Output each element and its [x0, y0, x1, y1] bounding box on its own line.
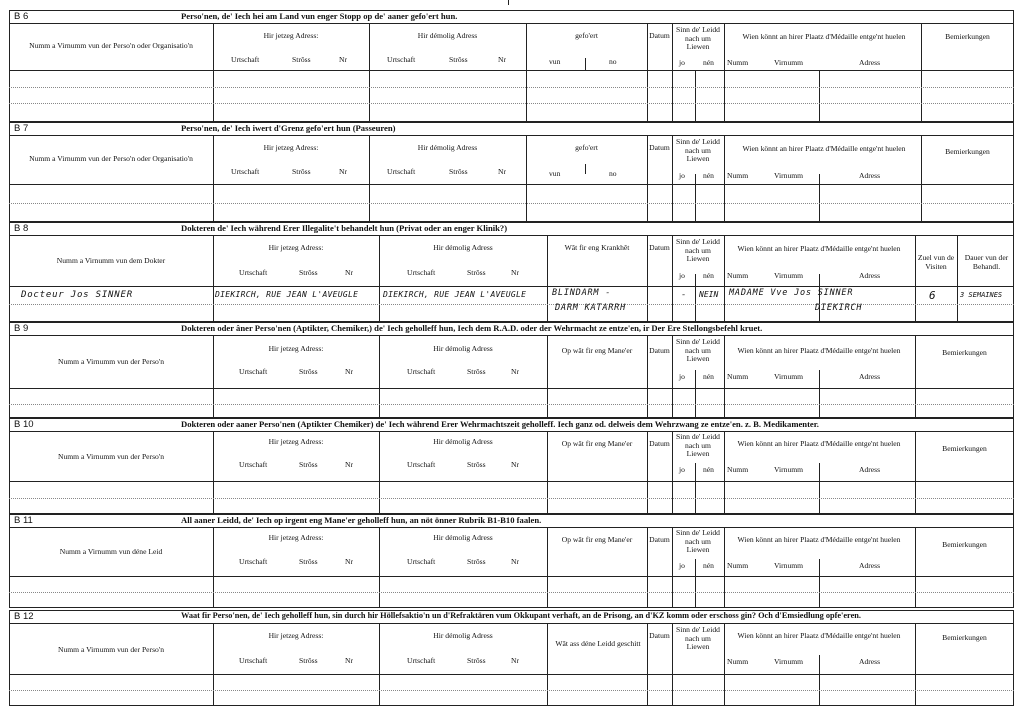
- col-name-header: Numm a Virnumm vun der Perso'n oder Organisatio'n: [29, 41, 193, 50]
- col-remarks: Bemierkungen: [945, 32, 990, 41]
- sub-nr: Nr: [511, 268, 520, 277]
- col-current-address: Hir jetzeg Adress:: [268, 344, 324, 353]
- sub-nr: Nr: [498, 55, 507, 64]
- sub-nr: Nr: [511, 656, 520, 665]
- section-b7: [9, 122, 1014, 222]
- sub-strooss: Strôss: [299, 460, 318, 469]
- sub-virnumm: Virnumm: [774, 372, 804, 381]
- sub-nr: Nr: [339, 55, 348, 64]
- col-current-address: Hir jetzeg Adress:: [263, 31, 319, 40]
- sub-urtschaft: Urtschaft: [239, 656, 268, 665]
- col-remarks: Bemierkungen: [945, 147, 990, 156]
- sub-numm: Numm: [727, 657, 749, 666]
- col-datum: Datum: [649, 143, 670, 152]
- col-alive: Sinn de' Leidd nach um Liewen: [676, 432, 720, 458]
- section-code: B 6: [14, 11, 29, 22]
- col-former-address: Hir démolig Adress: [433, 437, 493, 446]
- sub-nr: Nr: [345, 656, 354, 665]
- sub-virnumm: Virnumm: [774, 58, 804, 67]
- sub-to: no: [609, 57, 617, 66]
- col-former-address: Hir démolig Adress: [433, 631, 493, 640]
- col-remarks: Bemierkungen: [942, 633, 987, 642]
- sub-no: nén: [703, 171, 714, 180]
- col-route: gefo'ert: [575, 31, 598, 40]
- sub-adress: Adress: [859, 372, 881, 381]
- sub-urtschaft: Urtschaft: [407, 367, 436, 376]
- sub-nr: Nr: [345, 557, 354, 566]
- col-datum: Datum: [649, 243, 670, 252]
- sub-urtschaft: Urtschaft: [407, 460, 436, 469]
- col-how: Op wât fir eng Mane'er: [561, 535, 633, 544]
- sub-nr: Nr: [498, 167, 507, 176]
- col-former-address: Hir démolig Adress: [417, 143, 478, 152]
- col-remarks: Bemierkungen: [942, 540, 987, 549]
- col-how: Op wât fir eng Mane'er: [561, 346, 633, 355]
- col-former-address: Hir démolig Adress: [433, 344, 493, 353]
- sub-yes: jo: [679, 561, 685, 570]
- col-name-header: Numm a Virnumm vun der Perso'n oder Organisatio'n: [29, 154, 193, 163]
- col-former-address: Hir démolig Adress: [417, 31, 478, 40]
- section-b9: [9, 322, 1014, 418]
- col-route: gefo'ert: [575, 143, 598, 152]
- section-code: B 9: [14, 323, 29, 334]
- sub-strooss: Strôss: [449, 167, 468, 176]
- entry-former-address: DIEKIRCH, RUE JEAN L'AVEUGLE: [383, 290, 527, 299]
- sub-numm: Numm: [727, 561, 749, 570]
- sub-urtschaft: Urtschaft: [407, 656, 436, 665]
- sub-adress: Adress: [859, 561, 881, 570]
- sub-urtschaft: Urtschaft: [239, 268, 268, 277]
- sub-strooss: Strôss: [467, 557, 486, 566]
- sub-strooss: Strôss: [467, 268, 486, 277]
- entry-illness-line1: BLINDARM -: [552, 288, 612, 298]
- col-remarks: Bemierkungen: [942, 444, 987, 453]
- sub-urtschaft: Urtschaft: [407, 268, 436, 277]
- sub-nr: Nr: [345, 460, 354, 469]
- sub-strooss: Strôss: [292, 167, 311, 176]
- sub-no: nén: [703, 58, 714, 67]
- sub-nr: Nr: [511, 557, 520, 566]
- entry-medal-name: MADAME Vve Jos SINNER: [729, 288, 854, 298]
- col-remarks: Bemierkungen: [942, 348, 987, 357]
- section-title: Dokteren de' Iech während Erer Illegalite't behandelt hun (Privat oder an enger Klinik?): [181, 223, 508, 233]
- entry-duration: 3 SEMAINES: [960, 291, 1003, 299]
- col-datum: Datum: [649, 631, 670, 640]
- sub-strooss: Strôss: [467, 367, 486, 376]
- sub-numm: Numm: [727, 171, 749, 180]
- sub-nr: Nr: [511, 367, 520, 376]
- sub-no: nén: [703, 561, 714, 570]
- col-current-address: Hir jetzeg Adress:: [268, 437, 324, 446]
- section-title: Waat fir Perso'nen, de' Iech geholleff hun, sin durch hir Höllefsaktio'n un d'Refraktären vum Okkupant verhaft, an de Prisong, an d'KZ komm oder erschoss gin? Och d'Emsiedlung opfe'eren.: [181, 611, 861, 620]
- sub-yes: jo: [679, 465, 685, 474]
- col-current-address: Hir jetzeg Adress:: [268, 243, 324, 252]
- col-medal: Wien könnt an hirer Plaatz d'Médaille entge'nt huelen: [737, 244, 901, 253]
- col-former-address: Hir démolig Adress: [433, 243, 493, 252]
- sub-adress: Adress: [859, 58, 881, 67]
- entry-alive-no: NEIN: [699, 290, 719, 299]
- sub-yes: jo: [679, 171, 685, 180]
- sub-nr: Nr: [345, 268, 354, 277]
- sub-strooss: Strôss: [467, 656, 486, 665]
- section-b10: [9, 418, 1014, 514]
- sub-no: nén: [703, 271, 714, 280]
- sub-yes: jo: [679, 372, 685, 381]
- col-doctor-name: Numm a Virnumm vun dem Dokter: [56, 256, 166, 265]
- sub-no: nén: [703, 372, 714, 381]
- col-duration: Dauer vun der Behandl.: [964, 253, 1009, 271]
- sub-strooss: Strôss: [299, 656, 318, 665]
- entry-visits: 6: [929, 289, 937, 302]
- col-alive: Sinn de' Leidd nach um Liewen: [676, 337, 720, 363]
- section-title: Perso'nen, de' Iech iwert d'Grenz gefo'ert hun (Passeuren): [181, 123, 396, 133]
- sub-strooss: Strôss: [299, 557, 318, 566]
- section-title: Perso'nen, de' Iech hei am Land vun enger Stopp op de' aaner gefo'ert hun.: [181, 11, 458, 21]
- section-code: B 11: [14, 515, 33, 526]
- sub-strooss: Strôss: [292, 55, 311, 64]
- col-what-happened: Wât ass déne Leidd geschitt: [555, 639, 641, 648]
- section-title: Dokteren oder âner Perso'nen (Aptikter, Chemiker,) de' Iech geholleff hun, Iech dem R.A.D. oder der Wehrmacht ze entze'en, ir Der Ere Stellongsbefehl kruet.: [181, 323, 763, 333]
- sub-strooss: Strôss: [449, 55, 468, 64]
- sub-virnumm: Virnumm: [774, 271, 804, 280]
- sub-adress: Adress: [859, 271, 881, 280]
- col-medal: Wien könnt an hirer Plaatz d'Médaille entge'nt huelen: [737, 631, 901, 640]
- sub-yes: jo: [679, 271, 685, 280]
- sub-virnumm: Virnumm: [774, 171, 804, 180]
- col-current-address: Hir jetzeg Adress:: [268, 631, 324, 640]
- col-name-header: Numm a Virnumm vun der Perso'n: [57, 357, 165, 366]
- entry-illness-line2: DARM KATARRH: [555, 303, 627, 313]
- sub-virnumm: Virnumm: [774, 657, 804, 666]
- section-code: B 10: [14, 419, 34, 430]
- top-tick-mark: [508, 0, 509, 5]
- sub-to: no: [609, 169, 617, 178]
- entry-alive-yes: -: [681, 290, 688, 300]
- sub-urtschaft: Urtschaft: [239, 367, 268, 376]
- section-b11: [9, 514, 1014, 608]
- sub-adress: Adress: [859, 465, 881, 474]
- col-former-address: Hir démolig Adress: [433, 533, 493, 542]
- sub-strooss: Strôss: [299, 268, 318, 277]
- entry-medal-address: DIEKIRCH: [815, 303, 863, 313]
- sub-numm: Numm: [727, 465, 749, 474]
- section-b12: [9, 610, 1014, 706]
- col-datum: Datum: [649, 535, 670, 544]
- sub-strooss: Strôss: [299, 367, 318, 376]
- col-name-header: Numm a Virnumm vun der Perso'n: [57, 452, 165, 461]
- col-name-header: Numm a Virnumm vun der Perso'n: [57, 645, 165, 654]
- sub-numm: Numm: [727, 58, 749, 67]
- col-name-header: Numm a Virnumm vun déne Leid: [59, 547, 163, 556]
- sub-urtschaft: Urtschaft: [407, 557, 436, 566]
- col-alive: Sinn de' Leidd nach um Liewen: [676, 237, 720, 263]
- col-current-address: Hir jetzeg Adress:: [268, 533, 324, 542]
- col-alive: Sinn de' Leidd nach um Liewen: [676, 625, 720, 651]
- section-code: B 12: [14, 611, 34, 622]
- sub-urtschaft: Urtschaft: [387, 55, 416, 64]
- sub-no: nén: [703, 465, 714, 474]
- col-how: Op wât fir eng Mane'er: [561, 439, 633, 448]
- sub-urtschaft: Urtschaft: [239, 557, 268, 566]
- sub-strooss: Strôss: [467, 460, 486, 469]
- col-illness: Wât fir eng Krankhêt: [564, 243, 630, 252]
- section-b8: [9, 222, 1014, 322]
- col-alive: Sinn de' Leidd nach um Liewen: [676, 137, 720, 163]
- sub-numm: Numm: [727, 271, 749, 280]
- col-current-address: Hir jetzeg Adress:: [263, 143, 319, 152]
- sub-numm: Numm: [727, 372, 749, 381]
- col-datum: Datum: [649, 346, 670, 355]
- sub-nr: Nr: [345, 367, 354, 376]
- col-medal: Wien könnt an hirer Plaatz d'Médaille entge'nt huelen: [737, 535, 901, 544]
- entry-current-address: DIEKIRCH, RUE JEAN L'AVEUGLE: [215, 290, 359, 299]
- sub-adress: Adress: [859, 657, 881, 666]
- sub-adress: Adress: [859, 171, 881, 180]
- col-datum: Datum: [649, 439, 670, 448]
- sub-nr: Nr: [511, 460, 520, 469]
- col-medal: Wien könnt an hirer Plaatz d'Médaille entge'nt huelen: [737, 346, 901, 355]
- section-code: B 8: [14, 223, 29, 234]
- col-alive: Sinn de' Leidd nach um Liewen: [676, 25, 720, 51]
- col-datum: Datum: [649, 31, 670, 40]
- section-b6: [9, 10, 1014, 122]
- col-visits: Zuel vun de Visiten: [917, 253, 955, 271]
- entry-doctor-name: Docteur Jos SINNER: [21, 290, 133, 300]
- sub-urtschaft: Urtschaft: [239, 460, 268, 469]
- col-medal: Wien könnt an hirer Plaatz d'Médaille entge'nt huelen: [742, 32, 906, 41]
- section-code: B 7: [14, 123, 29, 134]
- sub-virnumm: Virnumm: [774, 465, 804, 474]
- sub-yes: jo: [679, 58, 685, 67]
- col-medal: Wien könnt an hirer Plaatz d'Médaille entge'nt huelen: [742, 144, 906, 153]
- sub-from: vun: [549, 57, 561, 66]
- section-title: Dokteren oder aaner Perso'nen (Aptikter Chemiker) de' Iech während Erer Wehrmachtszeit geholleff. Iech ganz od. delweis dem Wehrzwang ze entze'en. z. B. Medikamenter.: [181, 419, 819, 429]
- sub-urtschaft: Urtschaft: [231, 167, 260, 176]
- section-title: All aaner Leidd, de' Iech op irgent eng Mane'er geholleff hun, an nöt önner Rubrik B1-B10 faalen.: [181, 515, 542, 525]
- sub-urtschaft: Urtschaft: [387, 167, 416, 176]
- sub-nr: Nr: [339, 167, 348, 176]
- sub-urtschaft: Urtschaft: [231, 55, 260, 64]
- col-medal: Wien könnt an hirer Plaatz d'Médaille entge'nt huelen: [737, 439, 901, 448]
- col-alive: Sinn de' Leidd nach um Liewen: [676, 528, 720, 554]
- sub-virnumm: Virnumm: [774, 561, 804, 570]
- sub-from: vun: [549, 169, 561, 178]
